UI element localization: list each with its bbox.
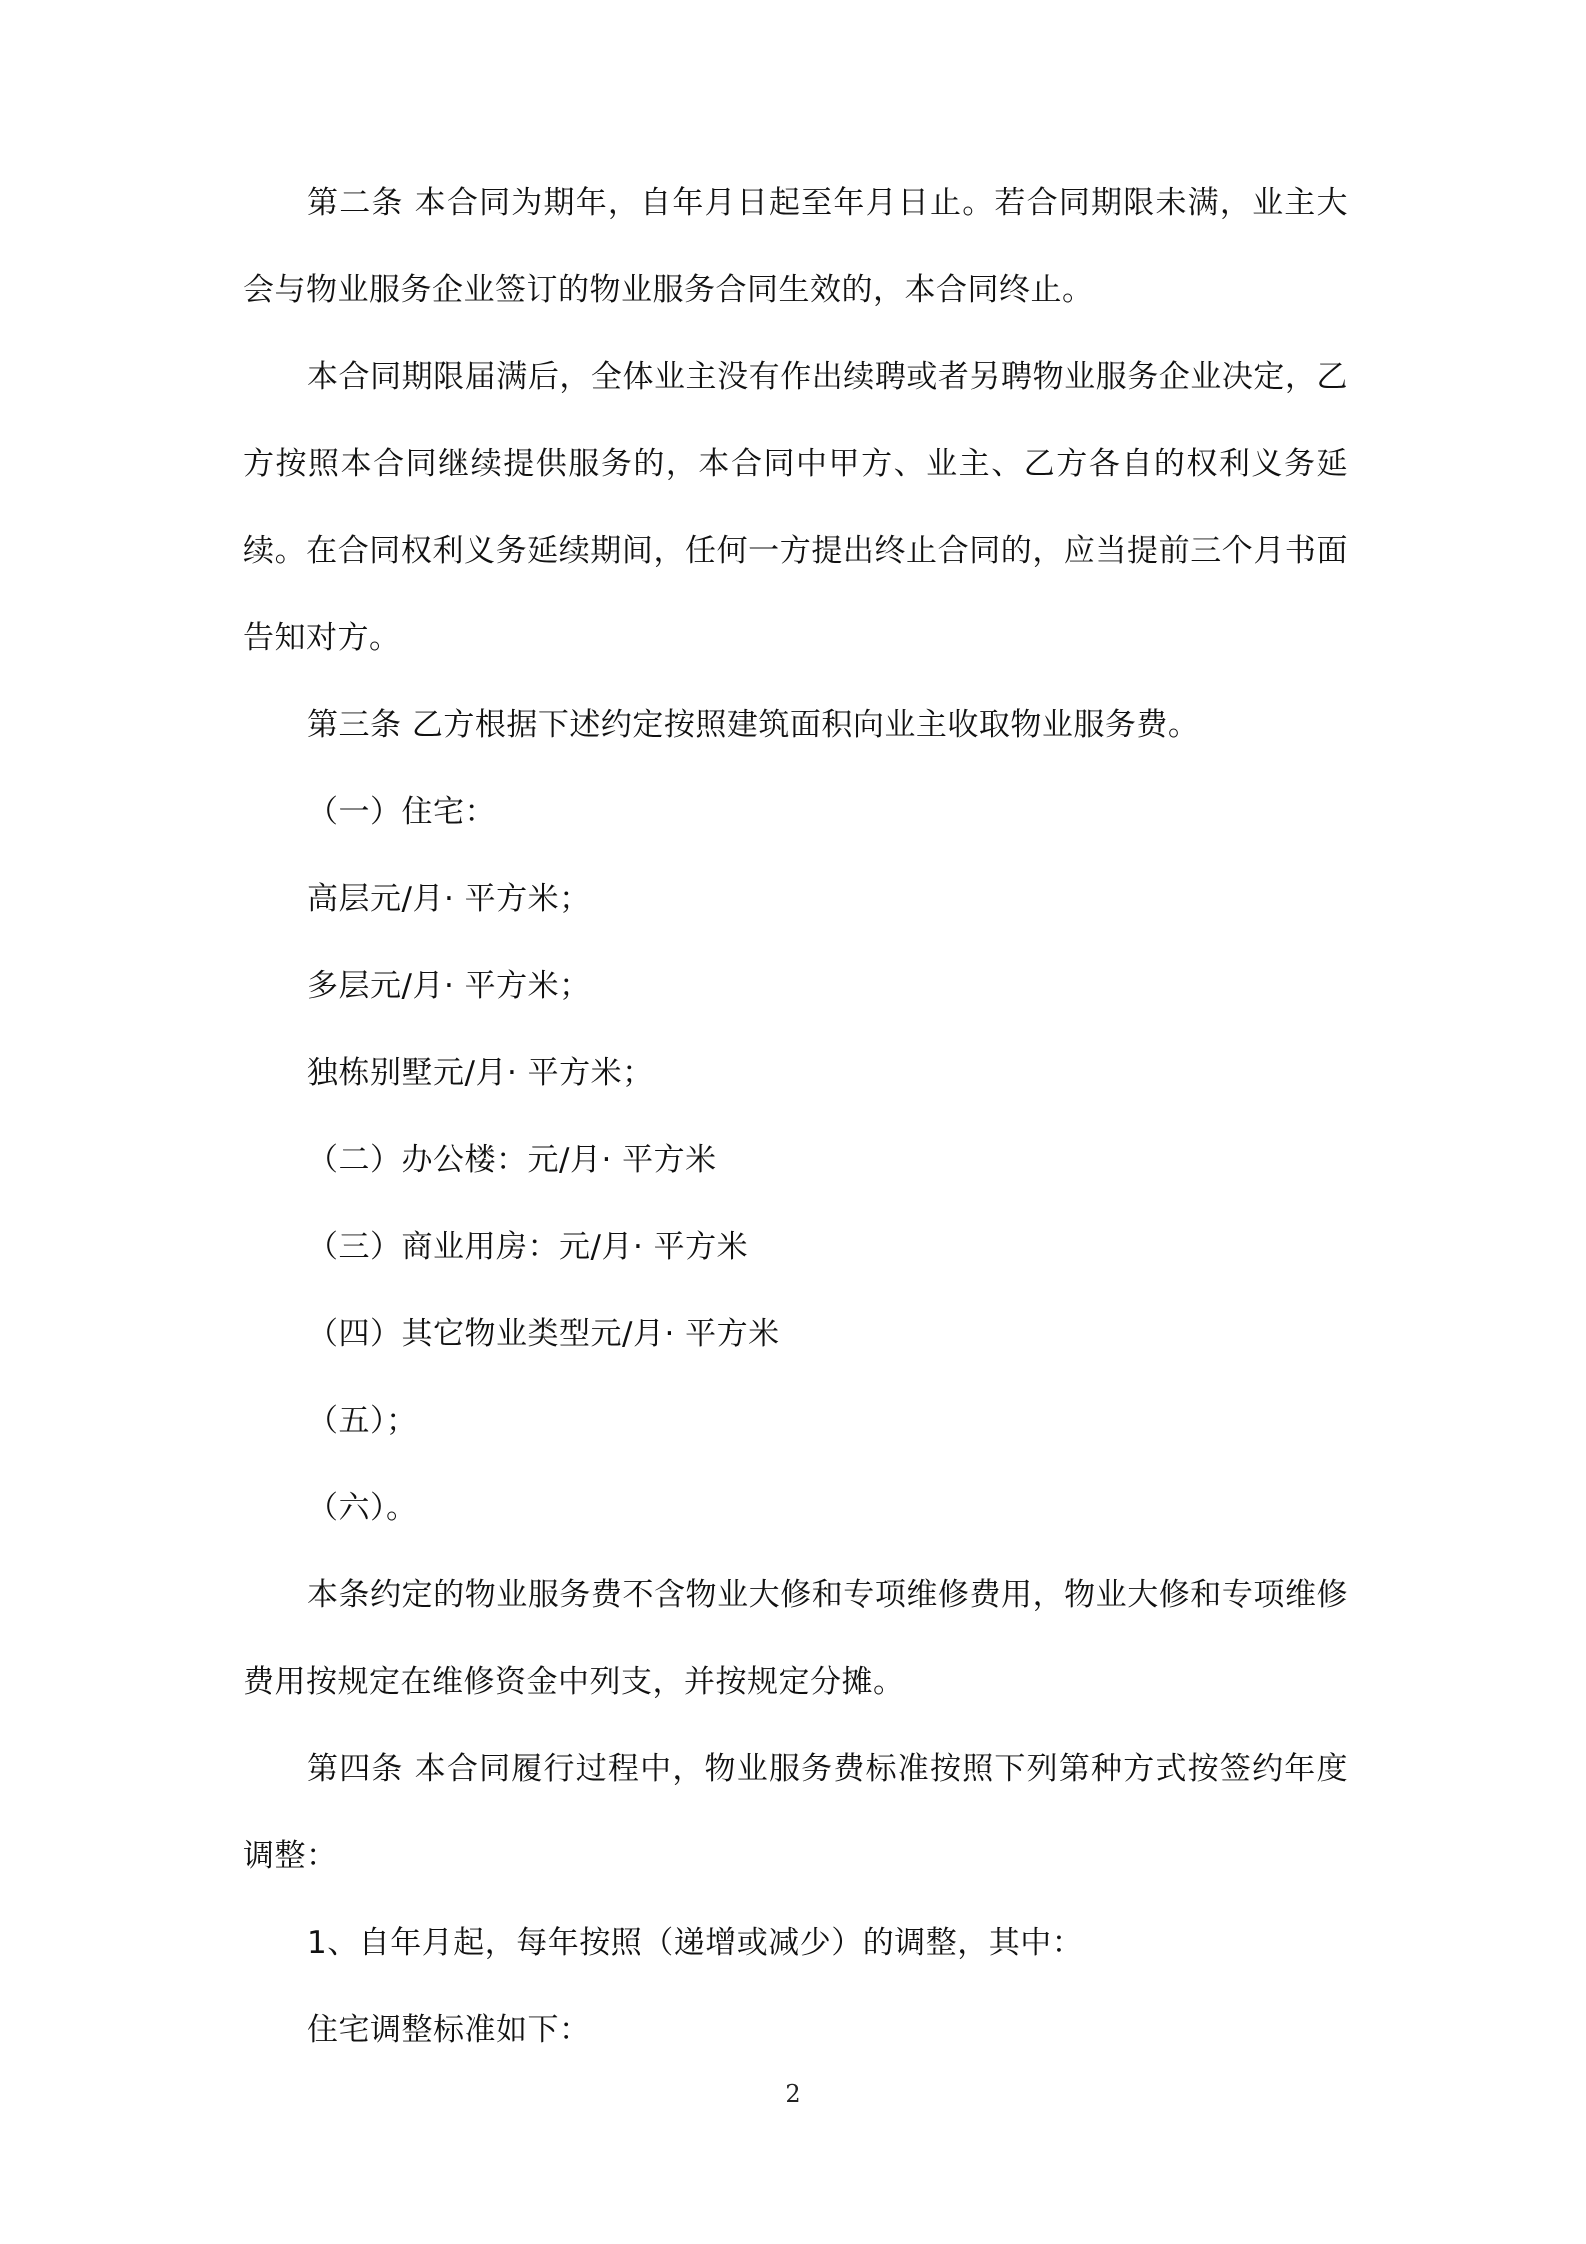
fee-item-residential: （一）住宅： [307,794,496,830]
fee-item-villa: 独栋别墅元/月· 平方米； [307,1055,654,1091]
term-expiry-paragraph: 本合同期限届满后，全体业主没有作出续聘或者另聘物业服务企业决定，乙方按照本合同继续提供服务的，本合同中甲方、业主、乙方各自的权利义务延续。在合同权利义务延续期间，任何一方提出终止合同的，应当提前三个月书面告知对方。 [243,359,1348,656]
document-body [243,160,1348,2074]
page-number: 2 [785,2080,801,2108]
adjustment-method-1: 1、自年月起，每年按照（递增或减少）的调整，其中： [307,1925,1084,1961]
residential-adjustment-standard: 住宅调整标准如下： [307,2012,591,2048]
clause-4-adjustment: 第四条 本合同履行过程中，物业服务费标准按照下列第种方式按签约年度调整： [243,1751,1348,1874]
clause-3-fees: 第三条 乙方根据下述约定按照建筑面积向业主收取物业服务费。 [307,707,1200,743]
fee-exclusion-paragraph: 本条约定的物业服务费不含物业大修和专项维修费用，物业大修和专项维修费用按规定在维修资金中列支，并按规定分摊。 [243,1577,1348,1700]
fee-item-6: （六）。 [307,1490,418,1526]
fee-item-commercial: （三）商业用房：元/月· 平方米 [307,1229,749,1265]
fee-item-multi-storey: 多层元/月· 平方米； [307,968,591,1004]
fee-item-5: （五）； [307,1403,418,1439]
fee-item-office: （二）办公楼：元/月· 平方米 [307,1142,717,1178]
fee-item-high-rise: 高层元/月· 平方米； [307,881,591,917]
fee-item-other: （四）其它物业类型元/月· 平方米 [307,1316,780,1352]
clause-2-term: 第二条 本合同为期年，自年月日起至年月日止。若合同期限未满，业主大会与物业服务企业签订的物业服务合同生效的，本合同终止。 [243,185,1348,308]
